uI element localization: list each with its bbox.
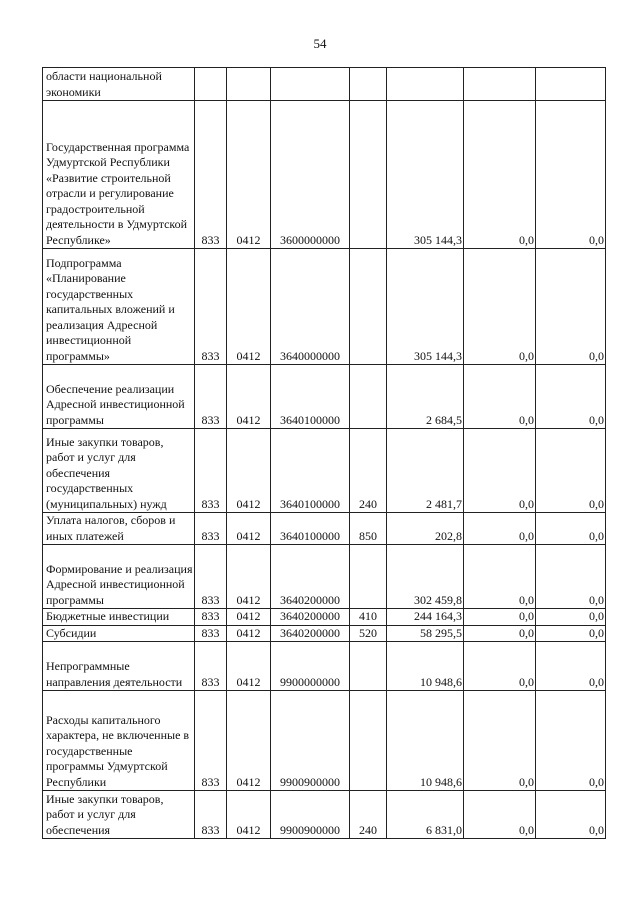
table-row: [43, 249, 606, 365]
target-article-cell: 9900000000: [271, 642, 350, 691]
ved-code-cell: [195, 68, 227, 101]
row-name-cell: Уплата налогов, сборов и иных платежей: [43, 513, 195, 545]
expense-type-cell: 520: [350, 625, 387, 642]
section-code-cell: 0412: [227, 429, 271, 513]
table-row: [43, 791, 606, 839]
table-row: [43, 101, 606, 249]
section-code-cell: 0412: [227, 101, 271, 249]
row-name-cell: Расходы капитального характера, не включенные в государственные программы Удмуртской Республики: [43, 691, 195, 791]
amount-plan-3-cell: 0,0: [536, 513, 606, 545]
expense-type-cell: [350, 691, 387, 791]
amount-cell: 305 144,3: [387, 249, 464, 365]
expense-type-cell: [350, 249, 387, 365]
amount-cell: 202,8: [387, 513, 464, 545]
row-name-cell: Непрограммные направления деятельности: [43, 642, 195, 691]
ved-code-cell: 833: [195, 642, 227, 691]
amount-plan-2-cell: 0,0: [464, 429, 536, 513]
target-article-cell: [271, 68, 350, 101]
amount-plan-2-cell: 0,0: [464, 791, 536, 839]
ved-code-cell: 833: [195, 625, 227, 642]
target-article-cell: 9900900000: [271, 691, 350, 791]
row-name-cell: Государственная программа Удмуртской Республики «Развитие строительной отрасли и регулирование градостроительной деятельности в Удмуртской Республике»: [43, 101, 195, 249]
amount-plan-3-cell: 0,0: [536, 625, 606, 642]
row-name-cell: Иные закупки товаров, работ и услуг для обеспечения государственных (муниципальных) нужд: [43, 429, 195, 513]
ved-code-cell: 833: [195, 249, 227, 365]
amount-plan-3-cell: 0,0: [536, 545, 606, 609]
amount-plan-3-cell: 0,0: [536, 429, 606, 513]
target-article-cell: 9900900000: [271, 791, 350, 839]
table-row: [43, 365, 606, 429]
section-code-cell: 0412: [227, 625, 271, 642]
expense-type-cell: 240: [350, 429, 387, 513]
amount-cell: 10 948,6: [387, 691, 464, 791]
expense-type-cell: [350, 365, 387, 429]
budget-table: [42, 67, 606, 839]
amount-plan-3-cell: 0,0: [536, 101, 606, 249]
amount-plan-2-cell: 0,0: [464, 642, 536, 691]
section-code-cell: 0412: [227, 791, 271, 839]
row-name-cell: области национальной экономики: [43, 68, 195, 101]
table-row: [43, 513, 606, 545]
table-row: [43, 545, 606, 609]
amount-cell: 244 164,3: [387, 609, 464, 626]
table-row: [43, 609, 606, 626]
section-code-cell: 0412: [227, 249, 271, 365]
amount-plan-2-cell: 0,0: [464, 101, 536, 249]
section-code-cell: [227, 68, 271, 101]
amount-plan-3-cell: 0,0: [536, 365, 606, 429]
amount-plan-2-cell: 0,0: [464, 249, 536, 365]
target-article-cell: 3640100000: [271, 513, 350, 545]
amount-cell: 2 481,7: [387, 429, 464, 513]
expense-type-cell: [350, 642, 387, 691]
table-row: [43, 625, 606, 642]
row-name-cell: Подпрограмма «Планирование государственных капитальных вложений и реализация Адресной инвестиционной программы»: [43, 249, 195, 365]
amount-plan-3-cell: 0,0: [536, 609, 606, 626]
amount-plan-2-cell: 0,0: [464, 545, 536, 609]
ved-code-cell: 833: [195, 513, 227, 545]
amount-cell: [387, 68, 464, 101]
table-row: [43, 691, 606, 791]
amount-cell: 305 144,3: [387, 101, 464, 249]
amount-cell: 6 831,0: [387, 791, 464, 839]
row-name-cell: Формирование и реализация Адресной инвестиционной программы: [43, 545, 195, 609]
section-code-cell: 0412: [227, 691, 271, 791]
expense-type-cell: [350, 545, 387, 609]
amount-plan-2-cell: 0,0: [464, 625, 536, 642]
ved-code-cell: 833: [195, 791, 227, 839]
row-name-cell: Иные закупки товаров, работ и услуг для обеспечения: [43, 791, 195, 839]
amount-cell: 302 459,8: [387, 545, 464, 609]
amount-plan-3-cell: 0,0: [536, 642, 606, 691]
target-article-cell: 3640200000: [271, 625, 350, 642]
ved-code-cell: 833: [195, 545, 227, 609]
page-number: 54: [313, 36, 327, 51]
target-article-cell: 3640100000: [271, 429, 350, 513]
target-article-cell: 3640200000: [271, 609, 350, 626]
row-name-cell: Бюджетные инвестиции: [43, 609, 195, 626]
expense-type-cell: 410: [350, 609, 387, 626]
target-article-cell: 3600000000: [271, 101, 350, 249]
amount-plan-2-cell: 0,0: [464, 691, 536, 791]
table-body: [43, 68, 606, 839]
section-code-cell: 0412: [227, 545, 271, 609]
amount-plan-2-cell: [464, 68, 536, 101]
amount-cell: 58 295,5: [387, 625, 464, 642]
amount-cell: 2 684,5: [387, 365, 464, 429]
ved-code-cell: 833: [195, 365, 227, 429]
ved-code-cell: 833: [195, 429, 227, 513]
target-article-cell: 3640100000: [271, 365, 350, 429]
target-article-cell: 3640200000: [271, 545, 350, 609]
row-name-cell: Обеспечение реализации Адресной инвестиционной программы: [43, 365, 195, 429]
ved-code-cell: 833: [195, 691, 227, 791]
table-row: [43, 429, 606, 513]
table-row: [43, 642, 606, 691]
table-row: [43, 68, 606, 101]
amount-plan-2-cell: 0,0: [464, 513, 536, 545]
expense-type-cell: 850: [350, 513, 387, 545]
amount-plan-3-cell: 0,0: [536, 249, 606, 365]
amount-plan-2-cell: 0,0: [464, 609, 536, 626]
section-code-cell: 0412: [227, 642, 271, 691]
ved-code-cell: 833: [195, 101, 227, 249]
amount-plan-3-cell: 0,0: [536, 691, 606, 791]
target-article-cell: 3640000000: [271, 249, 350, 365]
section-code-cell: 0412: [227, 609, 271, 626]
expense-type-cell: [350, 68, 387, 101]
section-code-cell: 0412: [227, 365, 271, 429]
amount-plan-2-cell: 0,0: [464, 365, 536, 429]
row-name-cell: Субсидии: [43, 625, 195, 642]
section-code-cell: 0412: [227, 513, 271, 545]
ved-code-cell: 833: [195, 609, 227, 626]
amount-plan-3-cell: 0,0: [536, 791, 606, 839]
expense-type-cell: [350, 101, 387, 249]
amount-cell: 10 948,6: [387, 642, 464, 691]
expense-type-cell: 240: [350, 791, 387, 839]
amount-plan-3-cell: [536, 68, 606, 101]
